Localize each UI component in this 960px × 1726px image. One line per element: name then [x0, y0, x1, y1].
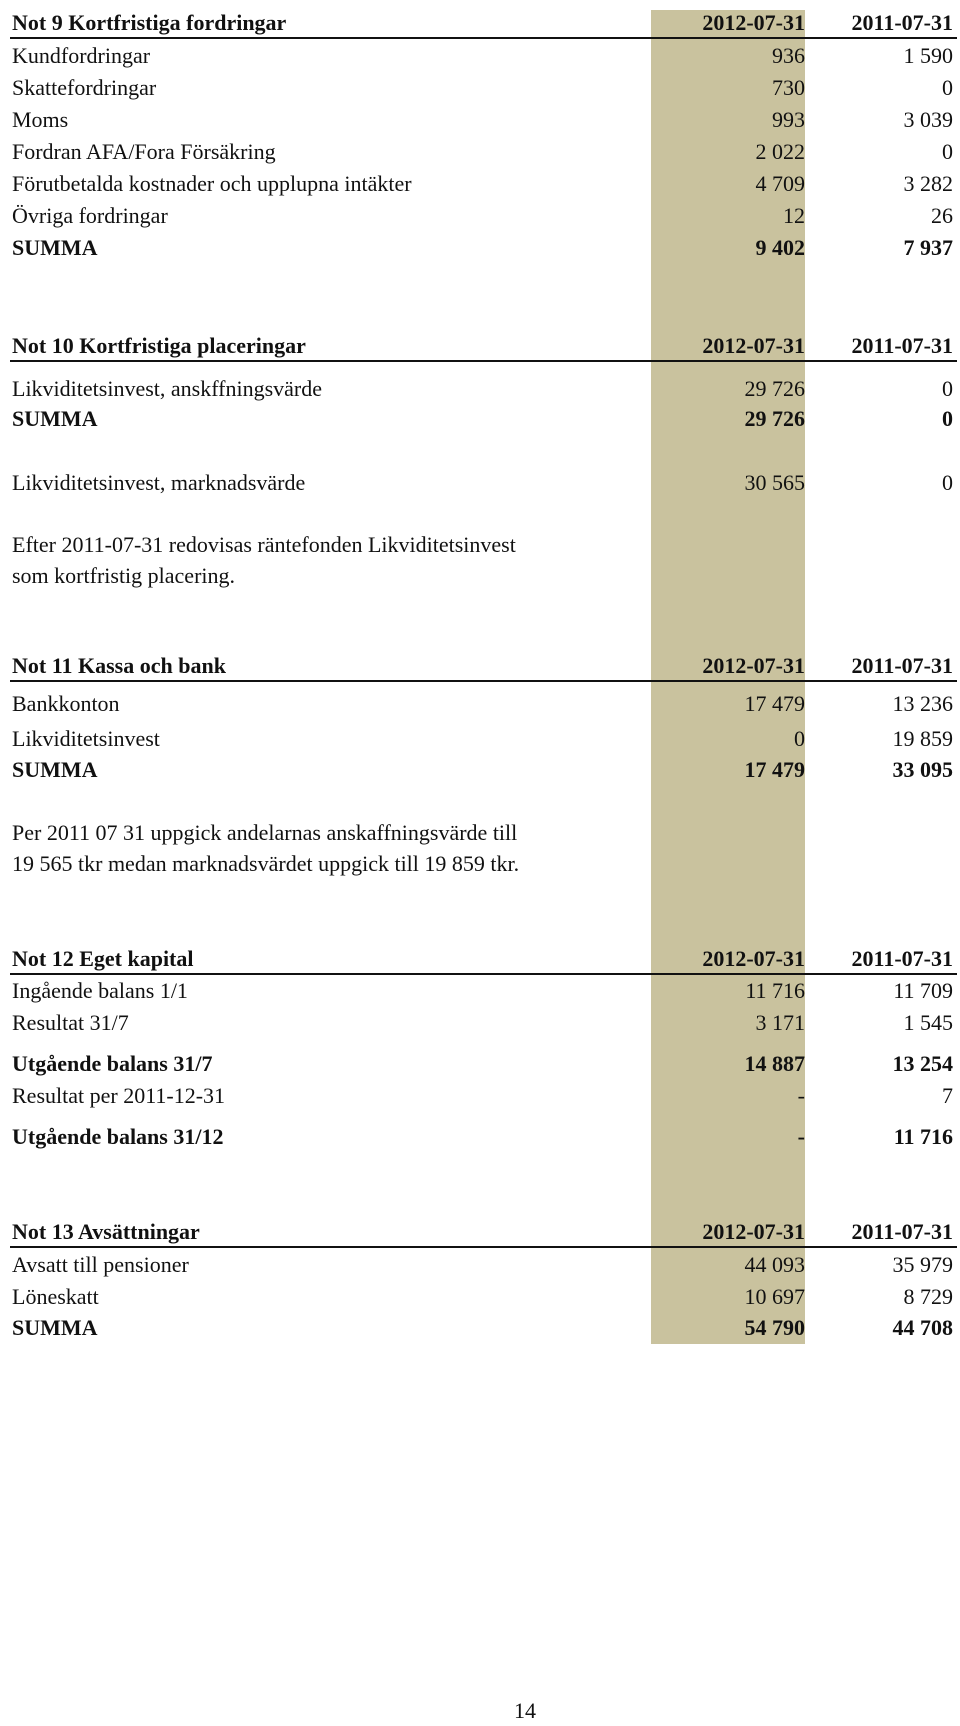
note12-col2-header: 2011-07-31: [851, 946, 953, 971]
row-value-2011: 19 859: [892, 726, 953, 751]
row-label: Resultat 31/7: [12, 1010, 129, 1035]
row-value-2012: 44 093: [744, 1252, 805, 1277]
row-label: SUMMA: [12, 1315, 98, 1340]
row-label: Löneskatt: [12, 1284, 99, 1309]
note10-col2-header: 2011-07-31: [851, 333, 953, 358]
note12-row-resultat-31-7: [10, 1010, 957, 1036]
note9-header: [10, 10, 957, 39]
row-label: Likviditetsinvest: [12, 726, 160, 751]
row-value-2012: 17 479: [744, 691, 805, 716]
row-label: Kundfordringar: [12, 43, 151, 68]
row-value-2012: 29 726: [744, 376, 805, 401]
note11-row-summa: [10, 757, 957, 783]
row-label: SUMMA: [12, 235, 98, 260]
row-value-2011: 8 729: [903, 1284, 953, 1309]
row-label: Moms: [12, 107, 69, 132]
note10-row-marknadsvarde: [10, 470, 957, 496]
note10-row-summa: [10, 406, 957, 432]
row-value-2012: 17 479: [744, 757, 805, 782]
row-label: Övriga fordringar: [12, 203, 168, 228]
row-value-2011: 13 254: [892, 1051, 953, 1076]
row-value-2011: 7: [942, 1083, 953, 1108]
note12-row-ingaende-balans: [10, 978, 957, 1004]
row-value-2011: 7 937: [903, 235, 953, 260]
note10-explanation: [12, 529, 632, 591]
note-text-line: Per 2011 07 31 uppgick andelarnas anskaffningsvärde till: [12, 820, 518, 845]
note12-row-resultat-2011-12-31: [10, 1083, 957, 1109]
row-label: SUMMA: [12, 406, 98, 431]
row-value-2011: 3 282: [903, 171, 953, 196]
note13-header: [10, 1219, 957, 1248]
note11-col1-header: 2012-07-31: [702, 653, 805, 678]
row-value-2012: 9 402: [755, 235, 805, 260]
note9-row-kundfordringar: [10, 43, 957, 69]
note13-row-loneskatt: [10, 1284, 957, 1310]
note11-row-bankkonton: [10, 691, 957, 717]
row-value-2012: 4 709: [755, 171, 805, 196]
row-value-2012: 3 171: [755, 1010, 805, 1035]
note12-col1-header: 2012-07-31: [702, 946, 805, 971]
note9-row-fordran-afa: [10, 139, 957, 165]
row-label: Ingående balans 1/1: [12, 978, 188, 1003]
note11-col2-header: 2011-07-31: [851, 653, 953, 678]
row-value-2012: 54 790: [744, 1315, 805, 1340]
row-value-2012: 14 887: [744, 1051, 805, 1076]
row-value-2012: 730: [772, 75, 805, 100]
note9-col1-header: 2012-07-31: [702, 10, 805, 35]
note9-row-skattefordringar: [10, 75, 957, 101]
row-label: Avsatt till pensioner: [12, 1252, 189, 1277]
note-text-line: 19 565 tkr medan marknadsvärdet uppgick till 19 859 tkr.: [12, 851, 520, 876]
row-value-2012: -: [797, 1083, 805, 1108]
row-value-2011: 11 709: [893, 978, 953, 1003]
row-value-2011: 44 708: [892, 1315, 953, 1340]
row-value-2011: 1 545: [903, 1010, 953, 1035]
note11-title: Not 11 Kassa och bank: [12, 653, 226, 678]
row-value-2011: 0: [942, 406, 953, 431]
row-value-2012: 10 697: [744, 1284, 805, 1309]
note10-col1-header: 2012-07-31: [702, 333, 805, 358]
note12-header: [10, 946, 957, 975]
row-label: Förutbetalda kostnader och upplupna intäkter: [12, 171, 412, 196]
note10-row-anskaffningsvarde: [10, 376, 957, 402]
note9-title: Not 9 Kortfristiga fordringar: [12, 10, 287, 35]
row-value-2012: 993: [772, 107, 805, 132]
note9-col2-header: 2011-07-31: [851, 10, 953, 35]
row-value-2011: 11 716: [893, 1124, 953, 1149]
row-value-2011: 0: [942, 470, 953, 495]
row-value-2011: 3 039: [903, 107, 953, 132]
row-label: SUMMA: [12, 757, 98, 782]
note13-row-summa: [10, 1315, 957, 1341]
note-text-line: Efter 2011-07-31 redovisas räntefonden Likviditetsinvest: [12, 532, 516, 557]
row-value-2011: 26: [931, 203, 953, 228]
row-label: Skattefordringar: [12, 75, 157, 100]
note9-row-summa: [10, 235, 957, 261]
row-value-2012: 11 716: [745, 978, 805, 1003]
note13-col2-header: 2011-07-31: [851, 1219, 953, 1244]
row-label: Resultat per 2011-12-31: [12, 1083, 226, 1108]
note12-row-utgaende-31-12: [10, 1124, 957, 1150]
row-value-2012: -: [797, 1124, 805, 1149]
row-value-2011: 0: [942, 139, 953, 164]
row-value-2012: 29 726: [744, 406, 805, 431]
row-value-2011: 35 979: [892, 1252, 953, 1277]
row-value-2012: 12: [783, 203, 805, 228]
row-value-2011: 0: [942, 75, 953, 100]
note9-row-ovriga: [10, 203, 957, 229]
row-value-2012: 0: [794, 726, 805, 751]
row-value-2012: 30 565: [744, 470, 805, 495]
note10-title: Not 10 Kortfristiga placeringar: [12, 333, 306, 358]
note10-header: [10, 333, 957, 362]
note12-title: Not 12 Eget kapital: [12, 946, 194, 971]
row-value-2011: 0: [942, 376, 953, 401]
row-value-2011: 1 590: [903, 43, 953, 68]
row-label: Likviditetsinvest, marknadsvärde: [12, 470, 306, 495]
row-label: Utgående balans 31/12: [12, 1124, 224, 1149]
note11-header: [10, 653, 957, 682]
row-label: Bankkonton: [12, 691, 120, 716]
row-label: Utgående balans 31/7: [12, 1051, 213, 1076]
note9-row-moms: [10, 107, 957, 133]
row-value-2011: 13 236: [892, 691, 953, 716]
note11-row-likviditetsinvest: [10, 726, 957, 752]
note13-row-pensioner: [10, 1252, 957, 1278]
row-value-2012: 2 022: [755, 139, 805, 164]
note13-col1-header: 2012-07-31: [702, 1219, 805, 1244]
note9-row-forutbetalda: [10, 171, 957, 197]
note12-row-utgaende-31-7: [10, 1051, 957, 1077]
row-label: Fordran AFA/Fora Försäkring: [12, 139, 276, 164]
page-number: 14: [514, 1698, 536, 1723]
note13-title: Not 13 Avsättningar: [12, 1219, 200, 1244]
row-label: Likviditetsinvest, anskffningsvärde: [12, 376, 322, 401]
row-value-2011: 33 095: [892, 757, 953, 782]
note-text-line: som kortfristig placering.: [12, 563, 236, 588]
note11-explanation: [12, 817, 632, 879]
row-value-2012: 936: [772, 43, 805, 68]
